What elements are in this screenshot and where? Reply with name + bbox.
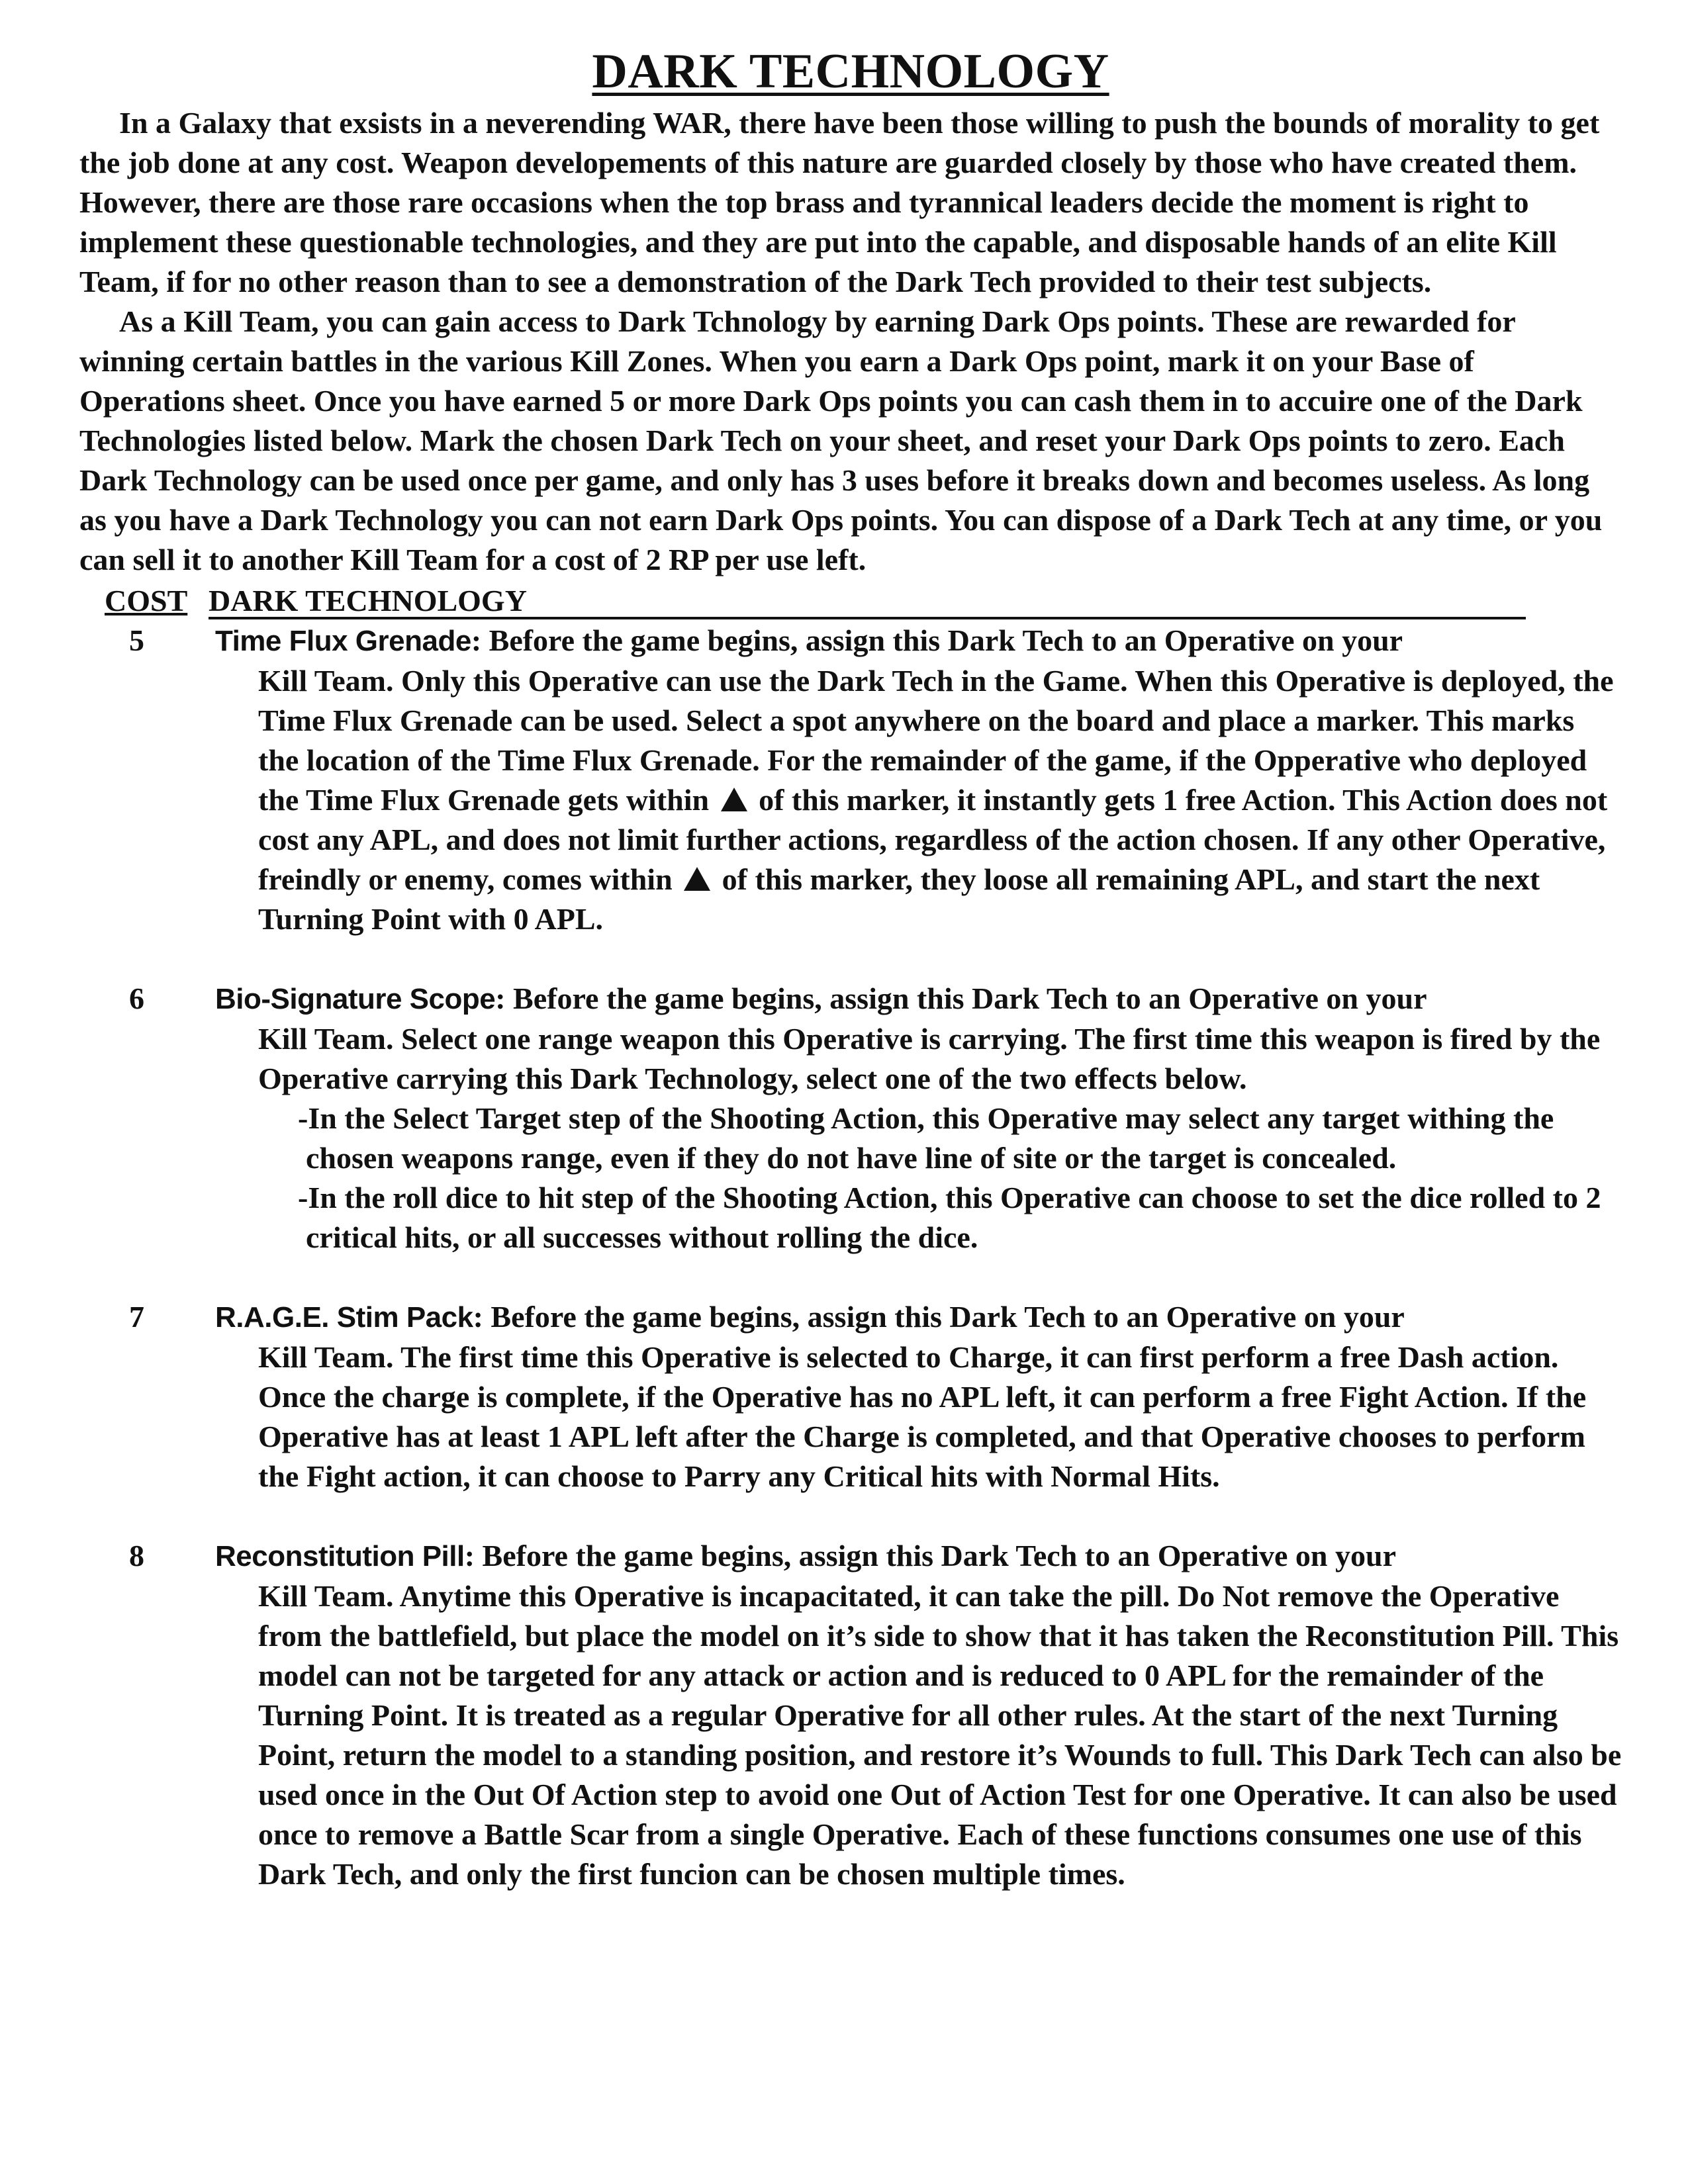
item-desc: of this marker, it instantly gets 1 free Action. This Action does not cost any APL, and does not limit further actions, regardless of the action chosen. If any other Operative, freindly or enemy, comes within <box>258 783 1608 896</box>
dark-tech-item-reconstitution-pill <box>79 1536 1622 1894</box>
dark-tech-item-time-flux-grenade <box>79 621 1622 939</box>
page-title: DARK TECHNOLOGY <box>592 44 1109 99</box>
tech-column-header: DARK TECHNOLOGY <box>209 581 1526 619</box>
item-desc-intro: : Before the game begins, assign this Dark Tech to an Operative on your <box>473 1300 1405 1334</box>
item-desc-intro: : Before the game begins, assign this Dark Tech to an Operative on your <box>471 623 1403 657</box>
item-desc: Kill Team. The first time this Operative is selected to Charge, it can first perform a free Dash action. Once the charge is complete, if the Operative has no APL left, it can perform a free Fight Action. If the Operative has at least 1 APL left after the Charge is completed, and that Operative chooses to perform the Fight action, it can choose to Parry any Critical hits with Normal Hits. <box>258 1340 1587 1493</box>
item-cost: 7 <box>129 1300 144 1334</box>
item-desc: Kill Team. Only this Operative can use the Dark Tech in the Game. When this Operative is deployed, the Time Flux Grenade can be used. Select a spot anywhere on the board and place a marker. This marks the location of the Time Flux Grenade. For the remainder of the game, if the Opperative who deployed the Time Flux Grenade gets within <box>258 664 1614 817</box>
item-body <box>215 1536 1622 1894</box>
item-body <box>215 979 1622 1257</box>
dark-tech-item-rage-stim-pack <box>79 1297 1622 1496</box>
cost-column-header: COST <box>105 584 188 617</box>
item-desc: Kill Team. Anytime this Operative is incapacitated, it can take the pill. Do Not remove the Operative from the battlefield, but place the model on it’s side to show that it has taken the Reconstitution Pill. This model can not be targeted for any attack or action and is reduced to 0 APL for the remainder of the Turning Point. It is treated as a regular Operative for all other rules. At the start of the next Turning Point, return the model to a standing position, and restore it’s Wounds to full. This Dark Tech can also be used once in the Out Of Action step to avoid one Out of Action Test for one Operative. It can also be used once to remove a Battle Scar from a single Operative. Each of these functions consumes one use of this Dark Tech, and only the first funcion can be chosen multiple times. <box>258 1579 1622 1891</box>
item-cost: 5 <box>129 623 144 657</box>
item-name: Bio-Signature Scope <box>215 983 496 1015</box>
document-page <box>79 40 1622 1894</box>
item-body <box>215 1297 1622 1496</box>
range-triangle-icon <box>721 788 747 811</box>
range-triangle-icon <box>684 867 710 891</box>
intro-paragraph: In a Galaxy that exsists in a neverending WAR, there have been those willing to push the bounds of morality to get the job done at any cost. Weapon developements of this nature are guarded closely by those who have created them. However, there are those rare occasions when the top brass and tyrannical leaders decide the moment is right to implement these questionable technologies, and they are put into the capable, and disposable hands of an elite Kill Team, if for no other reason than to see a demonstration of the Dark Tech provided to their test subjects. <box>79 106 1600 298</box>
item-desc: of this marker, they loose all remaining APL, and start the next Turning Point with 0 APL. <box>258 862 1540 936</box>
item-cost: 8 <box>129 1539 144 1572</box>
item-body <box>215 621 1622 939</box>
item-desc-intro: : Before the game begins, assign this Dark Tech to an Operative on your <box>464 1539 1397 1572</box>
intro-section <box>79 103 1622 580</box>
list-header <box>79 581 1622 621</box>
intro-paragraph: As a Kill Team, you can gain access to Dark Tchnology by earning Dark Ops points. These are rewarded for winning certain battles in the various Kill Zones. When you earn a Dark Ops point, mark it on your Base of Operations sheet. Once you have earned 5 or more Dark Ops points you can cash them in to accuire one of the Dark Technologies listed below. Mark the chosen Dark Tech on your sheet, and reset your Dark Ops points to zero. Each Dark Technology can be used once per game, and only has 3 uses before it breaks down and becomes useless. As long as you have a Dark Technology you can not earn Dark Ops points. You can dispose of a Dark Tech at any time, or you can sell it to another Kill Team for a cost of 2 RP per use left. <box>79 304 1603 576</box>
item-cost: 6 <box>129 981 144 1015</box>
item-desc: Kill Team. Select one range weapon this Operative is carrying. The first time this weapon is fired by the Operative carrying this Dark Technology, select one of the two effects below. <box>258 1022 1601 1095</box>
dark-tech-item-bio-signature-scope <box>79 979 1622 1257</box>
item-name: Time Flux Grenade <box>215 625 471 657</box>
item-option: -In the Select Target step of the Shooting Action, this Operative may select any target withing the chosen weapons range, even if they do not have line of site or the target is concealed. <box>298 1101 1554 1175</box>
item-name: R.A.G.E. Stim Pack <box>215 1301 473 1334</box>
item-desc-intro: : Before the game begins, assign this Dark Tech to an Operative on your <box>495 981 1427 1015</box>
item-option: -In the roll dice to hit step of the Shooting Action, this Operative can choose to set the dice rolled to 2 critical hits, or all successes without rolling the dice. <box>298 1181 1601 1254</box>
item-name: Reconstitution Pill <box>215 1540 465 1572</box>
